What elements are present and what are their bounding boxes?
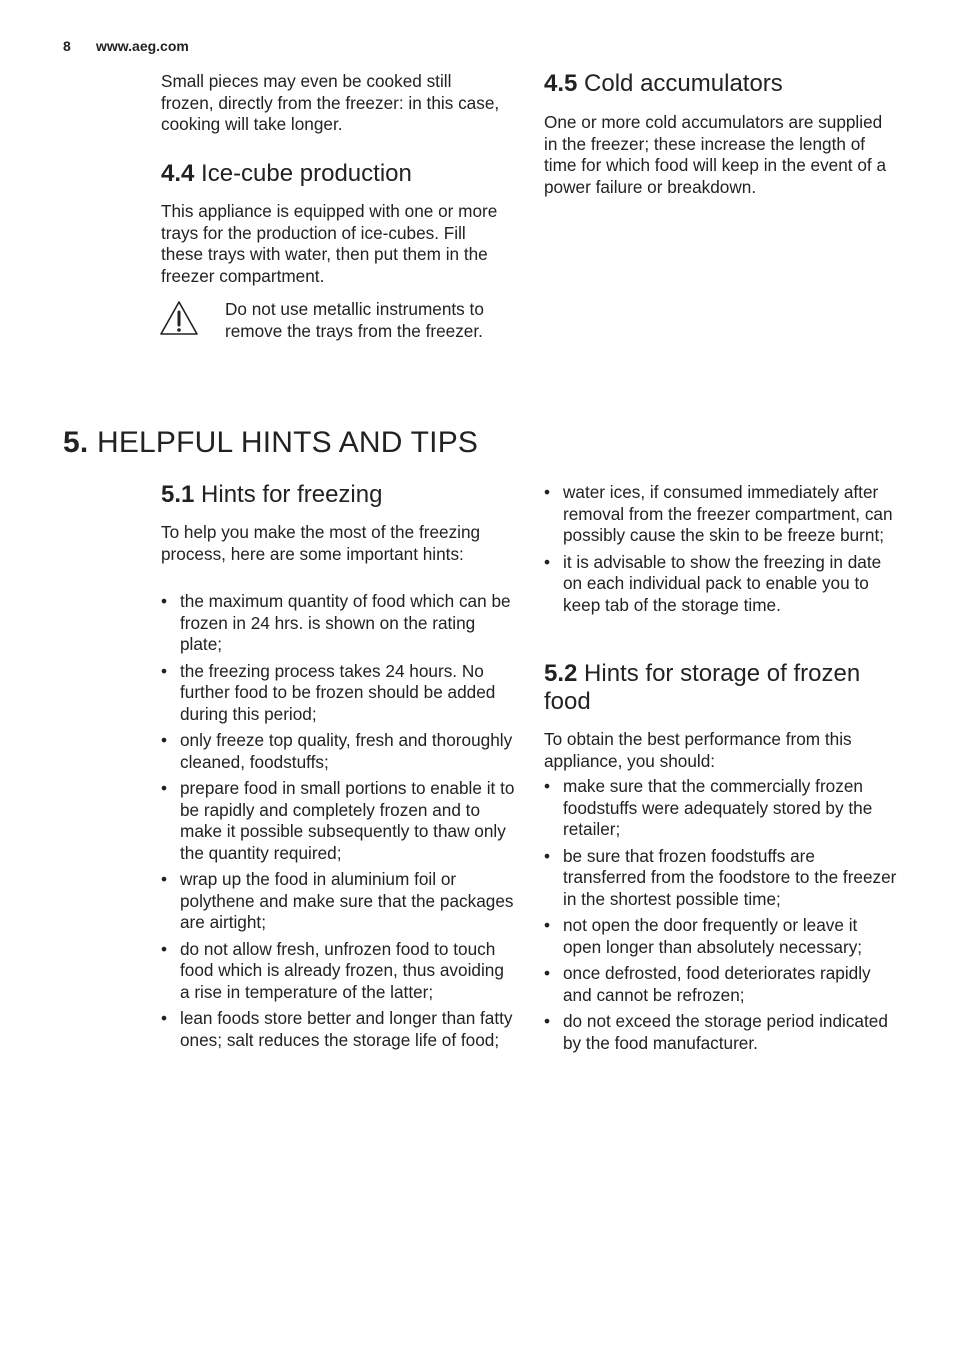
warning-icon	[159, 300, 199, 336]
section-number: 4.4	[161, 160, 195, 187]
section-title: Ice-cube production	[201, 160, 412, 187]
intro-paragraph: Small pieces may even be cooked still frozen, directly from the freezer: in this case, cooking will take longer.	[161, 71, 500, 134]
section-4-5-heading	[544, 70, 899, 98]
section-4-4-heading	[161, 160, 506, 188]
header-url: www.aeg.com	[96, 38, 189, 54]
list-item: • lean foods store better and longer than fatty ones; salt reduces the storage life of food;	[161, 1008, 515, 1051]
section-5-1-heading	[161, 481, 506, 509]
list-item: • prepare food in small portions to enable it to be rapidly and completely frozen and to make it possible subsequently to thaw only the quantity required;	[161, 778, 515, 864]
storage-hints-list	[544, 776, 900, 1059]
section-5-2-intro: To obtain the best performance from this appliance, you should:	[544, 729, 852, 771]
section-number: 4.5	[544, 70, 578, 97]
section-title: Cold accumulators	[584, 70, 783, 97]
list-item: • be sure that frozen foodstuffs are transferred from the foodstore to the freezer in the shortest possible time;	[544, 846, 900, 911]
list-item: • once defrosted, food deteriorates rapidly and cannot be refrozen;	[544, 963, 900, 1006]
section-4-4-body: This appliance is equipped with one or more trays for the production of ice-cubes. Fill these trays with water, then put them in the freezer compartment.	[161, 201, 498, 286]
section-4-5-body: One or more cold accumulators are supplied in the freezer; these increase the length of time for which food will keep in the event of a power failure or breakdown.	[544, 112, 887, 197]
list-item: • the freezing process takes 24 hours. No further food to be frozen should be added during this period;	[161, 661, 515, 726]
section-5-2-heading	[544, 660, 899, 716]
section-title: Hints for storage of frozen food	[544, 660, 861, 715]
list-item: • wrap up the food in aluminium foil or polythene and make sure that the packages are airtight;	[161, 869, 515, 934]
list-item: • the maximum quantity of food which can be frozen in 24 hrs. is shown on the rating plate;	[161, 591, 515, 656]
list-item: • make sure that the commercially frozen foodstuffs were adequately stored by the retailer;	[544, 776, 900, 841]
section-5-1-intro: To help you make the most of the freezing process, here are some important hints:	[161, 522, 481, 564]
chapter-5-heading	[63, 425, 883, 461]
freezing-hints-list-continued	[544, 482, 900, 621]
page-number: 8	[63, 38, 71, 54]
section-title: Hints for freezing	[201, 481, 383, 508]
freezing-hints-list	[161, 591, 515, 1056]
chapter-title: HELPFUL HINTS AND TIPS	[96, 426, 479, 459]
list-item: • only freeze top quality, fresh and thoroughly cleaned, foodstuffs;	[161, 730, 515, 773]
list-item: • do not exceed the storage period indicated by the food manufacturer.	[544, 1011, 900, 1054]
list-item: • it is advisable to show the freezing in date on each individual pack to enable you to keep tab of the storage time.	[544, 552, 900, 617]
list-item: • water ices, if consumed immediately after removal from the freezer compartment, can possibly cause the skin to be freeze burnt;	[544, 482, 900, 547]
section-number: 5.1	[161, 481, 195, 508]
warning-text: Do not use metallic instruments to remove the trays from the freezer.	[225, 299, 484, 341]
section-number: 5.2	[544, 660, 578, 687]
list-item: • not open the door frequently or leave it open longer than absolutely necessary;	[544, 915, 900, 958]
list-item: • do not allow fresh, unfrozen food to touch food which is already frozen, thus avoiding a rise in temperature of the latter;	[161, 939, 515, 1004]
chapter-number: 5.	[63, 426, 89, 459]
